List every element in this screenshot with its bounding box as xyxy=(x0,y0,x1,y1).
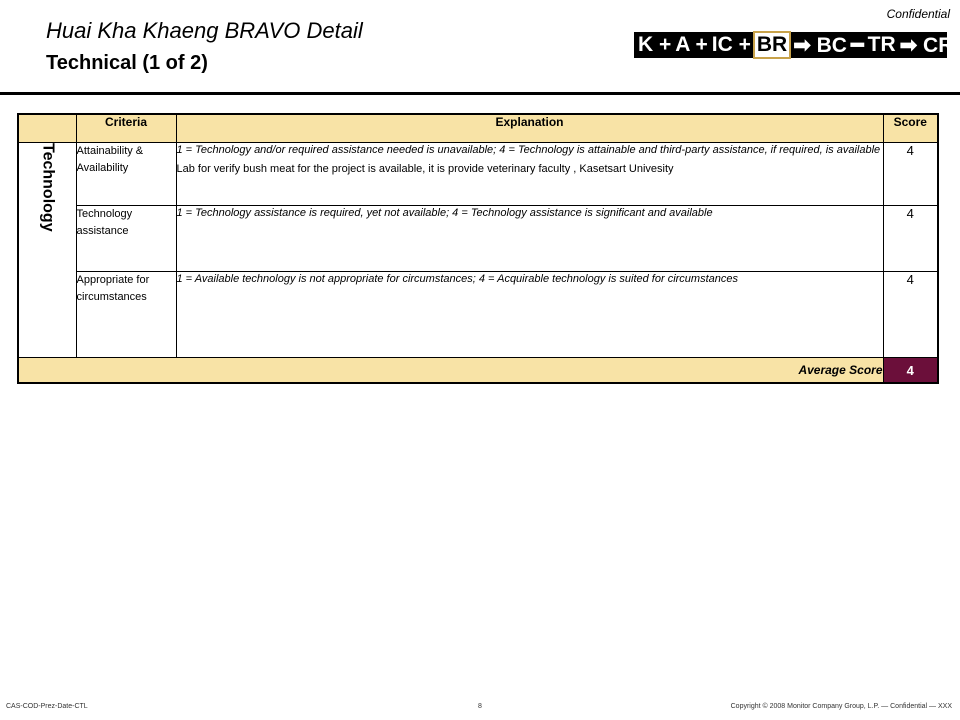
table-row xyxy=(18,206,938,272)
category-label: Technology xyxy=(39,143,57,232)
table-row xyxy=(18,272,938,358)
header-explanation: Explanation xyxy=(176,114,883,143)
explanation-text: 1 = Technology and/or required assistance needed is unavailable; 4 = Technology is attainable and third-party assistance, if required, is available xyxy=(176,144,881,156)
criteria-cell: Technology assistance xyxy=(76,206,176,272)
explanation-note: Lab for verify bush meat for the project is available, it is provide veterinary faculty , Kasetsart Univesity xyxy=(176,163,674,175)
average-score-label: Average Score xyxy=(18,358,883,384)
banner-segment-a: A + xyxy=(675,33,708,56)
framework-banner xyxy=(634,32,954,58)
confidential-label: Confidential xyxy=(886,7,950,21)
header-criteria: Criteria xyxy=(76,114,176,143)
table-row xyxy=(18,143,938,206)
explanation-cell xyxy=(176,143,883,206)
explanation-text: 1 = Available technology is not appropriate for circumstances; 4 = Acquirable technology is suited for circumstances xyxy=(176,273,738,285)
footer-doc-id: CAS-COD-Prez-Date-CTL xyxy=(6,703,88,710)
explanation-cell xyxy=(176,272,883,358)
criteria-table xyxy=(17,113,939,384)
page-subtitle: Technical (1 of 2) xyxy=(46,52,208,74)
table-header-row xyxy=(18,114,938,143)
footer-copyright: Copyright © 2008 Monitor Company Group, L.P. — Confidential — XXX xyxy=(730,703,952,710)
banner-segment-br: BR xyxy=(756,33,788,56)
category-cell xyxy=(18,143,76,358)
footer-page-number: 8 xyxy=(478,703,482,710)
criteria-cell: Attainability & Availability xyxy=(76,143,176,206)
banner-segment-ic: IC + xyxy=(711,33,751,56)
header-score: Score xyxy=(883,114,938,143)
score-cell: 4 xyxy=(883,272,938,358)
banner-segment-dash: ━ xyxy=(850,33,864,57)
average-score-value: 4 xyxy=(883,358,938,384)
header-divider xyxy=(0,92,960,95)
banner-segment-bc: ➡ BC xyxy=(793,33,847,57)
criteria-cell: Appropriate for circumstances xyxy=(76,272,176,358)
banner-segment-tr: TR xyxy=(867,33,896,56)
banner-segment-cr: ➡ CR xyxy=(899,33,954,57)
header-blank-cell xyxy=(18,114,76,143)
average-row xyxy=(18,358,938,384)
explanation-cell xyxy=(176,206,883,272)
explanation-text: 1 = Technology assistance is required, yet not available; 4 = Technology assistance is significant and available xyxy=(176,207,713,219)
score-cell: 4 xyxy=(883,206,938,272)
banner-segment-k: K + xyxy=(638,33,672,56)
page-title: Huai Kha Khaeng BRAVO Detail xyxy=(46,18,363,43)
score-cell: 4 xyxy=(883,143,938,206)
